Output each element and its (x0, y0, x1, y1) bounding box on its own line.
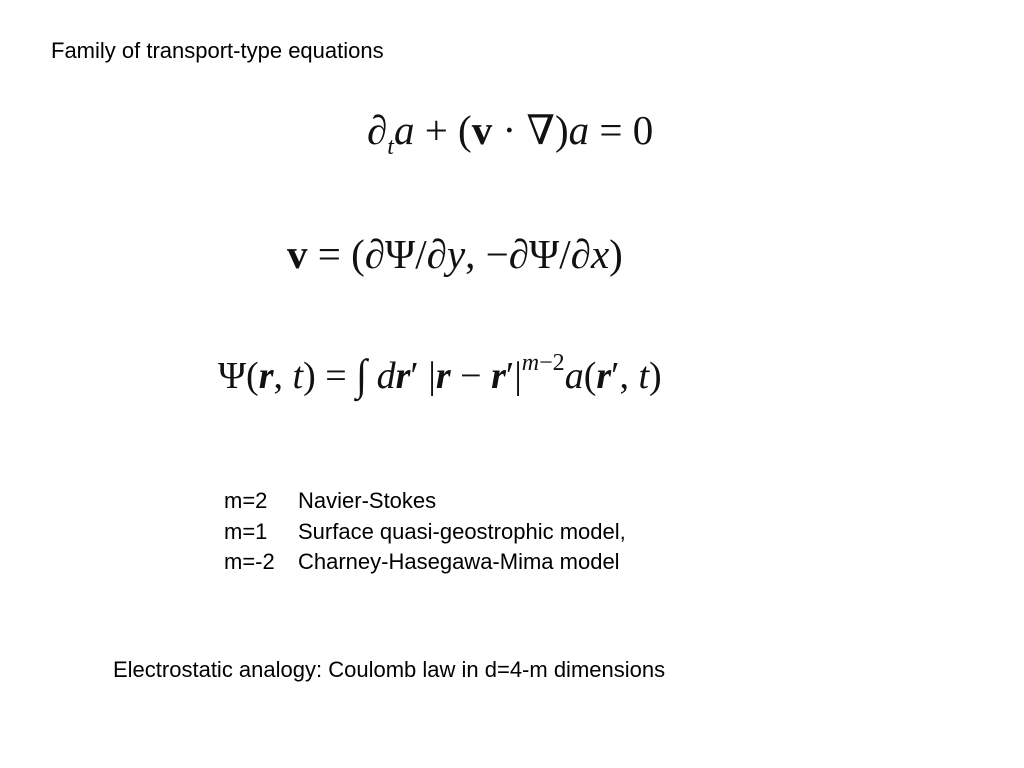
velocity-definition: v = (∂Ψ/∂y, −∂Ψ/∂x) (287, 231, 623, 277)
page-title: Family of transport-type equations (51, 38, 384, 63)
case-model-name: Charney-Hasegawa-Mima model (298, 549, 620, 574)
electrostatic-analogy: Electrostatic analogy: Coulomb law in d=4-m dimensions (113, 657, 666, 682)
case-model-name: Navier-Stokes (298, 488, 437, 513)
case-m-value: m=-2 (224, 549, 275, 574)
case-m-value: m=1 (224, 518, 268, 544)
transport-equation: $\partial_ta + (v \cdot \nabla)a = 0$ (367, 107, 654, 160)
case-navier-stokes (224, 486, 626, 517)
case-m-value: m=2 (224, 488, 268, 513)
model-cases-list (224, 486, 626, 578)
case-model-name: Surface quasi-geostrophic model, (298, 518, 626, 544)
stream-function-definition: Ψ(r, t) = ∫ dr′ $|r - r'|^{m-2}a(r'$, t) (218, 349, 662, 400)
case-surface-quasi-geostrophic (224, 517, 626, 548)
case-charney-hasegawa-mima (224, 547, 626, 578)
